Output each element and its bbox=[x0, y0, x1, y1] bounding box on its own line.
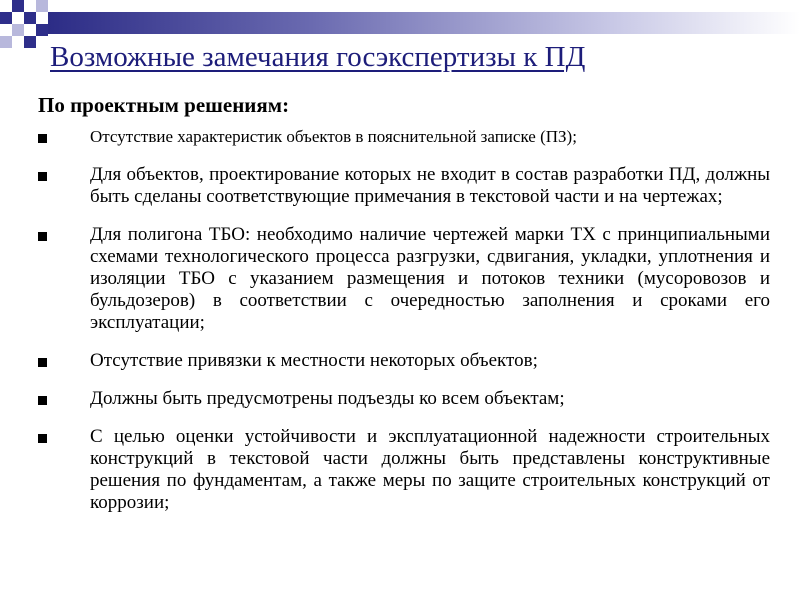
slide-title: Возможные замечания госэкспертизы к ПД bbox=[50, 41, 586, 73]
section-heading: По проектным решениям: bbox=[38, 93, 290, 117]
deco-square bbox=[24, 36, 36, 48]
deco-square bbox=[0, 12, 12, 24]
deco-square bbox=[24, 12, 36, 24]
deco-square bbox=[36, 0, 48, 12]
square-bullet-icon bbox=[38, 134, 47, 143]
list-item bbox=[38, 426, 770, 514]
decorative-squares bbox=[0, 0, 48, 48]
square-bullet-icon bbox=[38, 434, 47, 443]
list-item bbox=[38, 126, 770, 148]
list-item-text: Отсутствие привязки к местности некоторых объектов; bbox=[90, 350, 538, 371]
list-item bbox=[38, 388, 770, 410]
square-bullet-icon bbox=[38, 396, 47, 405]
list-item-text: С целью оценки устойчивости и эксплуатационной надежности строительных конструкций в текстовой части должны быть представлены конструктивные решения по фундаментам, а также меры по защите строительных конструкций от коррозии; bbox=[90, 426, 770, 513]
list-item bbox=[38, 224, 770, 334]
list-item-text: Для полигона ТБО: необходимо наличие чертежей марки ТХ с принципиальными схемами технологического процесса разгрузки, сдвигания, укладки, уплотнения и изоляции ТБО с указанием размещения и потоков техники (мусоровозов и бульдозеров) в соответствии с очередностью заполнения и сроками его эксплуатации; bbox=[90, 224, 770, 333]
list-item bbox=[38, 350, 770, 372]
square-bullet-icon bbox=[38, 358, 47, 367]
list-item-text: Отсутствие характеристик объектов в пояснительной записке (ПЗ); bbox=[90, 127, 577, 146]
deco-square bbox=[12, 0, 24, 12]
deco-square bbox=[0, 36, 12, 48]
deco-square bbox=[12, 24, 24, 36]
bullet-list bbox=[38, 126, 770, 530]
decorative-gradient-band bbox=[48, 12, 800, 34]
square-bullet-icon bbox=[38, 232, 47, 241]
deco-square bbox=[36, 24, 48, 36]
square-bullet-icon bbox=[38, 172, 47, 181]
list-item-text: Для объектов, проектирование которых не входит в состав разработки ПД, должны быть сделаны соответствующие примечания в текстовой части и на чертежах; bbox=[90, 164, 770, 207]
list-item-text: Должны быть предусмотрены подъезды ко всем объектам; bbox=[90, 388, 565, 409]
list-item bbox=[38, 164, 770, 208]
